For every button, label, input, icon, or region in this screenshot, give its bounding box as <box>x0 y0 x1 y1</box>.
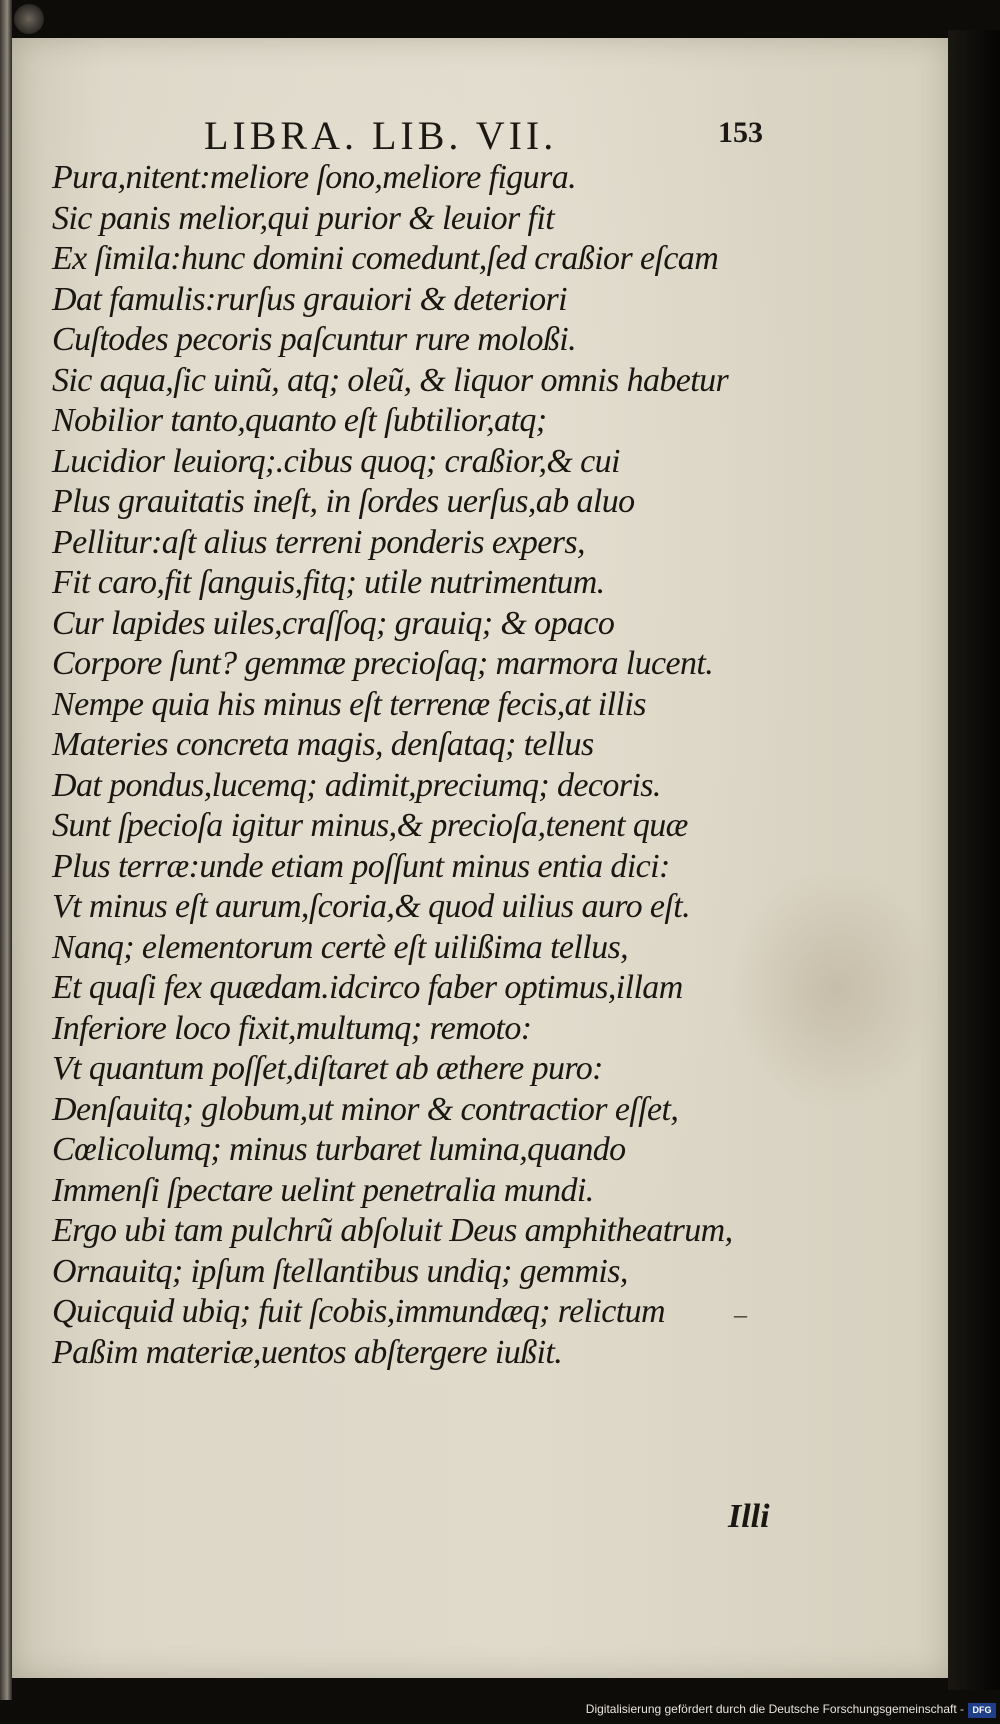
text-line: Denſauitq; globum,ut minor & contractior eſſet, <box>52 1090 679 1128</box>
text-line: Ex ſimila:hunc domini comedunt,ſed craßior eſcam <box>52 240 719 277</box>
text-line: Sic panis melior,qui purior & leuior fit <box>52 199 555 237</box>
text-line: Plus grauitatis ineſt, in ſordes uerſus,ab aluo <box>52 483 635 520</box>
text-line: Ornauitq; ipſum ſtellantibus undiq; gemmis, <box>52 1252 628 1290</box>
text-line: Fit caro,fit ſanguis,fitq; utile nutrimentum. <box>52 564 605 601</box>
text-line: Ergo ubi tam pulchrũ abſoluit Deus amphitheatrum, <box>52 1212 733 1249</box>
text-line: Vt minus eſt aurum,ſcoria,& quod uilius auro eſt. <box>52 888 690 925</box>
text-line: Inferiore loco fixit,multumq; remoto: <box>52 1009 532 1047</box>
page-header <box>12 112 948 162</box>
funding-notice: Digitalisierung gefördert durch die Deutsche Forschungsgemeinschaft - <box>585 1702 964 1716</box>
poem-text <box>52 158 932 1373</box>
text-line: Pellitur:aſt alius terreni ponderis expers, <box>52 523 585 561</box>
text-line: Paßim materiæ,uentos abſtergere iußit. <box>52 1333 563 1371</box>
margin-mark: – <box>734 1300 747 1329</box>
page-number: 153 <box>718 116 763 149</box>
text-line: Immenſi ſpectare uelint penetralia mundi. <box>52 1171 594 1209</box>
text-line: Dat pondus,lucemq; adimit,preciumq; decoris. <box>52 766 661 804</box>
text-line: Dat famulis:rurſus grauiori & deteriori <box>52 280 567 318</box>
corner-mark <box>14 4 44 34</box>
text-line: Cuſtodes pecoris paſcuntur rure moloßi. <box>52 321 577 358</box>
text-line: Quicquid ubiq; fuit ſcobis,immundæq; relictum <box>52 1293 665 1330</box>
book-page <box>12 38 948 1678</box>
text-line: Sic aqua,ſic uinũ, atq; oleũ, & liquor omnis habetur <box>52 361 729 399</box>
text-line: Pura,nitent:meliore ſono,meliore figura. <box>52 159 577 196</box>
dfg-logo: DFG <box>968 1703 996 1718</box>
text-line: Nobilior tanto,quanto eſt ſubtilior,atq; <box>52 402 547 439</box>
text-line: Corpore ſunt? gemmæ precioſaq; marmora lucent. <box>52 645 714 682</box>
digitization-footer <box>0 1700 1000 1724</box>
text-line: Cur lapides uiles,craſſoq; grauiq; & opaco <box>52 604 615 642</box>
text-line: Materies concreta magis, denſataq; tellus <box>52 726 594 763</box>
book-spine-edge <box>0 0 12 1724</box>
text-line: Lucidior leuiorq;.cibus quoq; craßior,& cui <box>52 442 620 480</box>
running-title: LIBRA. LIB. VII. <box>204 113 558 158</box>
text-line: Et quaſi fex quædam.idcirco faber optimus,illam <box>52 969 683 1006</box>
text-line: Sunt ſpecioſa igitur minus,& precioſa,tenent quæ <box>52 807 688 844</box>
text-line: Nempe quia his minus eſt terrenæ fecis,at illis <box>52 685 646 723</box>
page-shadow <box>948 30 1000 1690</box>
text-line: Vt quantum poſſet,diſtaret ab æthere puro: <box>52 1050 603 1087</box>
catchword: Illi <box>728 1498 770 1535</box>
text-line: Nanq; elementorum certè eſt uilißima tellus, <box>52 928 629 966</box>
text-line: Cœlicolumq; minus turbaret lumina,quando <box>52 1131 626 1168</box>
text-line: Plus terræ:unde etiam poſſunt minus entia dici: <box>52 847 670 885</box>
